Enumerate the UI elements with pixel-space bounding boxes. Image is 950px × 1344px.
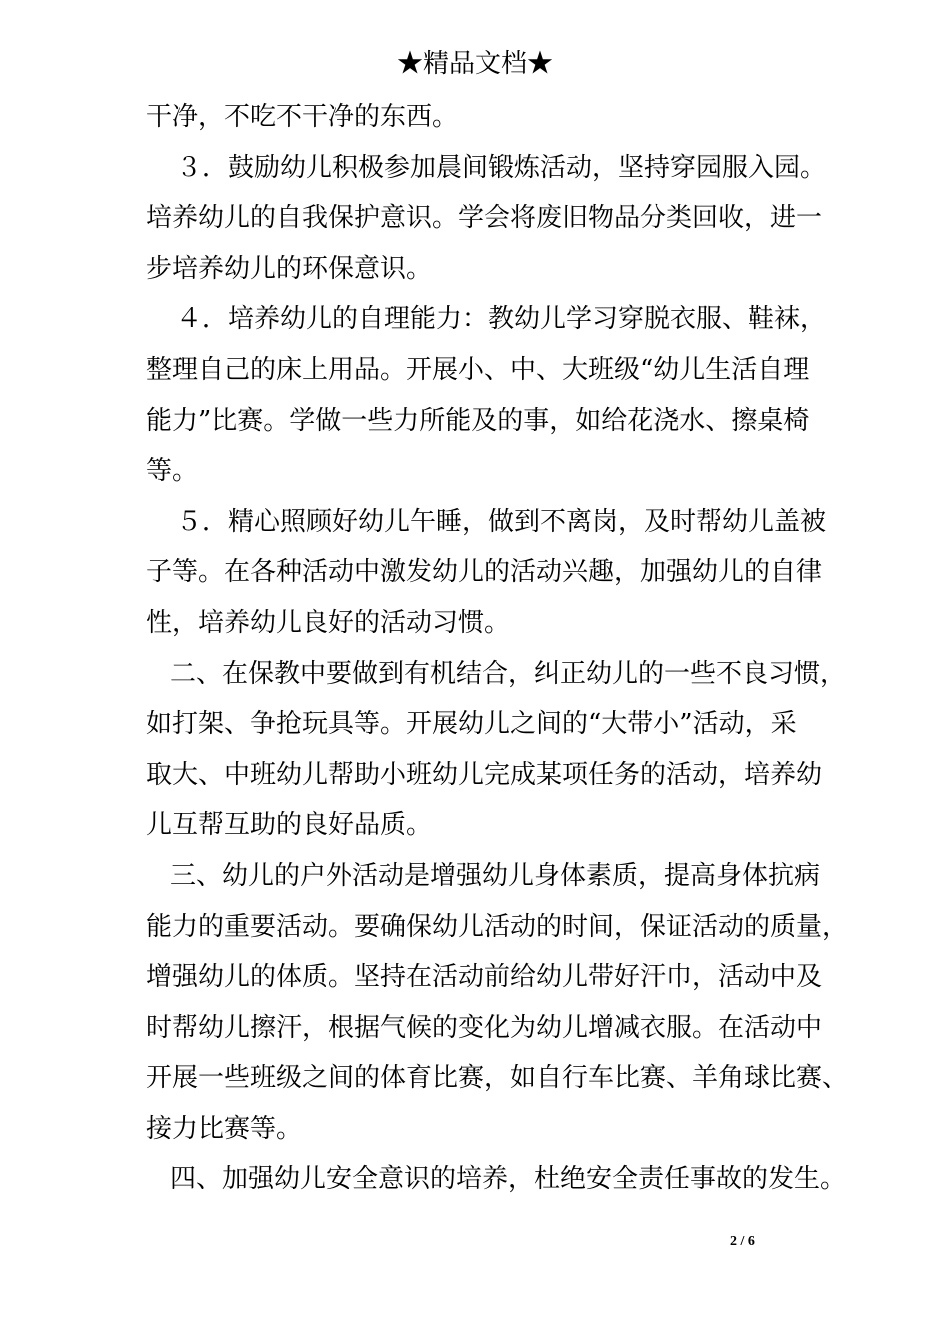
paragraph-line: 整理自己的床上用品。开展小、中、大班级“幼儿生活自理: [146, 354, 810, 385]
paragraph-line: 开展一些班级之间的体育比赛，如自行车比赛、羊角球比赛、: [146, 1063, 849, 1094]
paragraph-line: 步培养幼儿的环保意识。: [146, 253, 433, 284]
document-body: [146, 92, 849, 1205]
paragraph-line: ４．培养幼儿的自理能力：教幼儿学习穿脱衣服、鞋袜，: [176, 304, 827, 335]
paragraph-line: 能力”比赛。学做一些力所能及的事，如给花浇水、擦桌椅: [146, 405, 810, 436]
paragraph-line: 干净，不吃不干净的东西。: [146, 102, 459, 132]
paragraph-line: 培养幼儿的自我保护意识。学会将废旧物品分类回收，进一: [146, 203, 823, 234]
paragraph-line: 取大、中班幼儿帮助小班幼儿完成某项任务的活动，培养幼: [146, 759, 823, 790]
paragraph-line: 如打架、争抢玩具等。开展幼儿之间的“大带小”活动，采: [146, 709, 797, 740]
paragraph-line: 四、加强幼儿安全意识的培养，杜绝安全责任事故的发生。: [170, 1164, 847, 1195]
paragraph-line: 儿互帮互助的良好品质。: [146, 810, 433, 841]
paragraph-line: 增强幼儿的体质。坚持在活动前给幼儿带好汗巾，活动中及: [146, 962, 823, 993]
paragraph-line: 等。: [146, 456, 199, 487]
paragraph-line: 时帮幼儿擦汗，根据气候的变化为幼儿增减衣服。在活动中: [146, 1012, 823, 1043]
paragraph-line: 三、幼儿的户外活动是增强幼儿身体素质，提高身体抗病: [170, 860, 821, 891]
paragraph-line: 二、在保教中要做到有机结合，纠正幼儿的一些不良习惯，: [170, 658, 847, 689]
paragraph-line: 性，培养幼儿良好的活动习惯。: [146, 607, 511, 638]
paragraph-line: 子等。在各种活动中激发幼儿的活动兴趣，加强幼儿的自律: [146, 557, 823, 588]
page-number: 2 / 6: [730, 1234, 755, 1249]
paragraph-line: ３．鼓励幼儿积极参加晨间锻炼活动，坚持穿园服入园。: [176, 152, 827, 183]
paragraph-line: ５．精心照顾好幼儿午睡，做到不离岗，及时帮幼儿盖被: [176, 506, 827, 537]
paragraph-line: 接力比赛等。: [146, 1113, 303, 1144]
document-header-title: ★精品文档★: [396, 49, 553, 79]
paragraph-line: 能力的重要活动。要确保幼儿活动的时间，保证活动的质量，: [146, 911, 849, 942]
